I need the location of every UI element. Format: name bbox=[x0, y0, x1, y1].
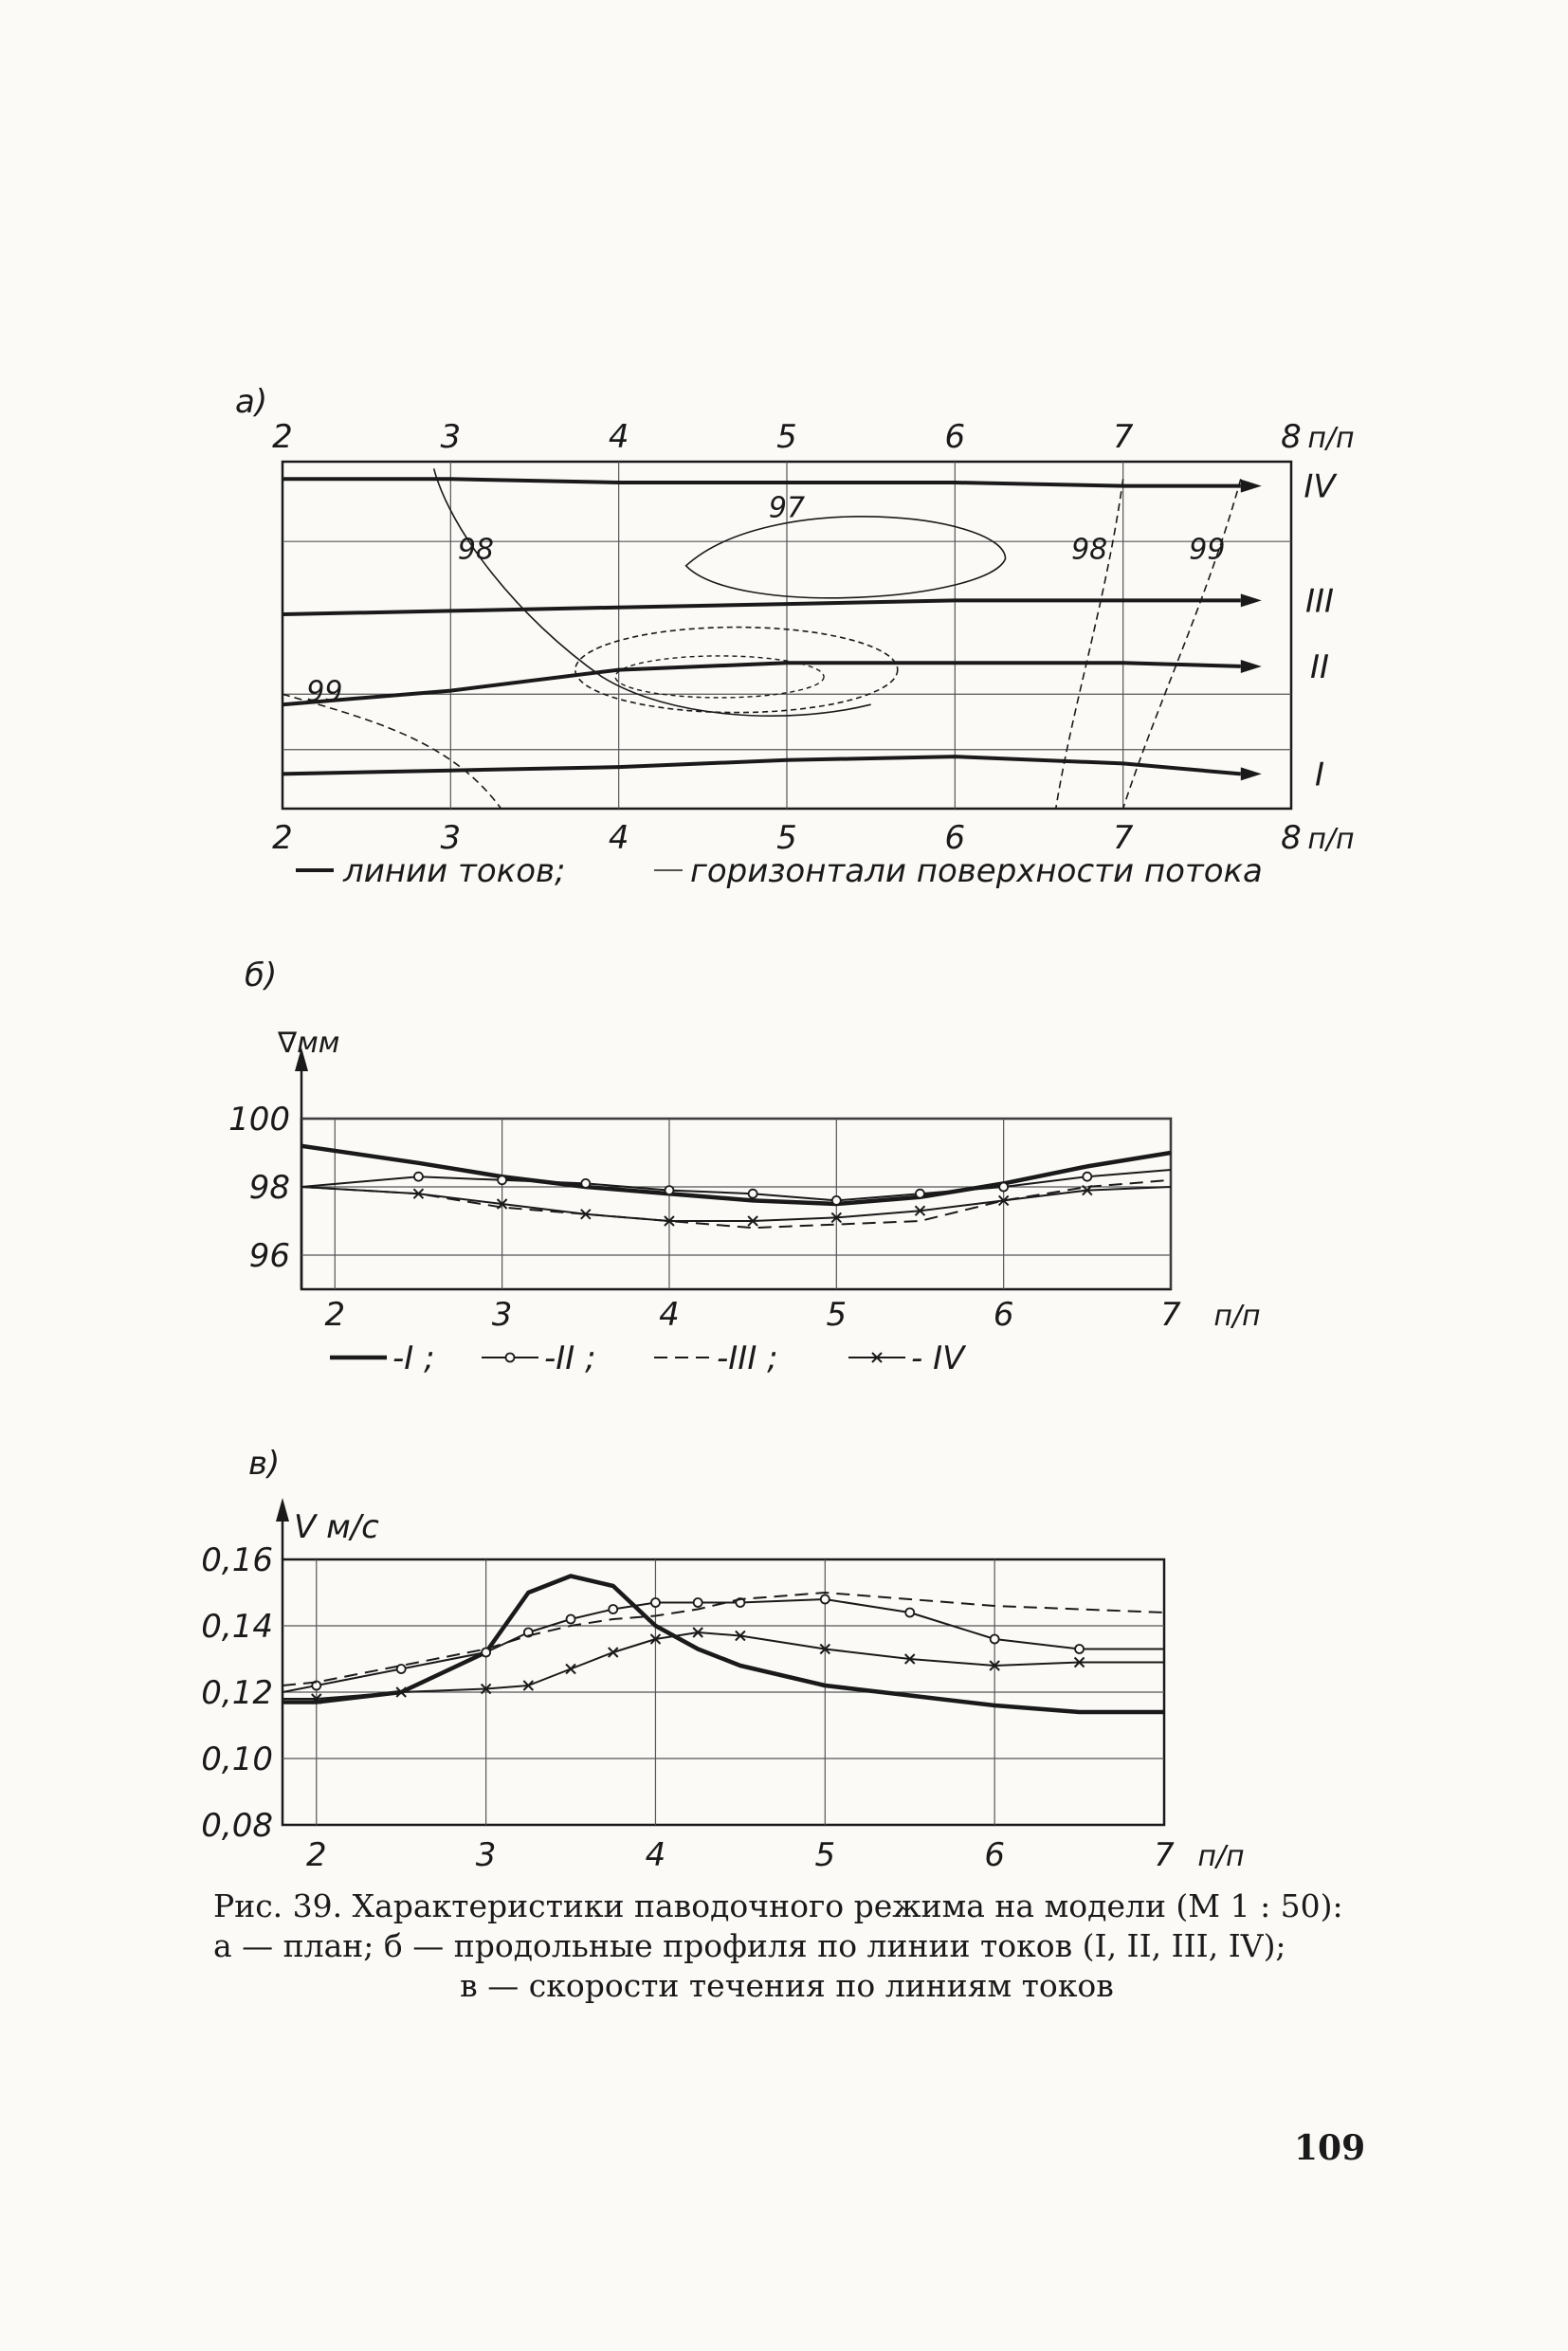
chart-v-point-II bbox=[694, 1598, 702, 1607]
chart-v-y-label: V м/с bbox=[294, 1508, 379, 1546]
chart-a-x-tick-top: 7 bbox=[1112, 418, 1134, 456]
chart-b-frame bbox=[301, 1119, 1171, 1289]
chart-a-eddy-core bbox=[615, 656, 824, 698]
chart-b-point-II bbox=[498, 1176, 506, 1184]
chart-v-series-II bbox=[283, 1599, 1164, 1692]
chart-v-x-tick: 7 bbox=[1154, 1836, 1175, 1874]
chart-a-x-tick-bottom: 5 bbox=[776, 819, 797, 857]
streamline-arrow-I bbox=[1241, 767, 1262, 780]
chart-v-y-tick: 0,16 bbox=[201, 1541, 273, 1579]
chart-a-x-tick-top: 6 bbox=[944, 418, 966, 456]
chart-a-x-tick-top: 4 bbox=[608, 418, 629, 456]
contour-line-98 bbox=[434, 468, 871, 716]
chart-b-point-II bbox=[916, 1190, 924, 1198]
chart-b bbox=[228, 957, 1261, 1377]
chart-b-x-tick: 5 bbox=[826, 1296, 848, 1334]
chart-b-legend-label-I: -I ; bbox=[392, 1340, 435, 1377]
streamline-label-III: III bbox=[1304, 582, 1335, 621]
streamline-arrow-III bbox=[1241, 593, 1262, 607]
chart-a-x-tick-bottom: 3 bbox=[440, 819, 462, 857]
chart-v-y-tick: 0,14 bbox=[201, 1608, 273, 1646]
chart-a-x-tick-top: 2 bbox=[272, 418, 293, 456]
contour-line-98 bbox=[1056, 479, 1123, 809]
chart-b-x-unit: п/п bbox=[1213, 1300, 1261, 1333]
chart-b-x-tick: 6 bbox=[993, 1296, 1014, 1334]
caption-line-2: а — план; б — продольные профиля по линии токов (I, II, III, IV); bbox=[213, 1927, 1286, 1964]
streamline-arrow-IV bbox=[1241, 480, 1262, 493]
chart-a-panel-label: а) bbox=[235, 383, 268, 421]
chart-v-x-tick: 4 bbox=[645, 1836, 666, 1874]
chart-b-legend-label-IV: - IV bbox=[911, 1340, 965, 1377]
chart-a-x-tick-top: 3 bbox=[440, 418, 462, 456]
chart-v-point-IV bbox=[566, 1665, 575, 1674]
chart-v-x-tick: 2 bbox=[305, 1836, 327, 1874]
chart-a-x-unit-top: п/п bbox=[1307, 422, 1355, 455]
chart-b-legend-label-III: -III ; bbox=[717, 1340, 778, 1377]
contour-label-98: 98 bbox=[1071, 533, 1108, 567]
chart-b-series-IV bbox=[301, 1187, 1171, 1221]
chart-v-point-IV bbox=[609, 1648, 618, 1657]
contour-line-97 bbox=[686, 517, 1006, 598]
streamline-III bbox=[283, 600, 1241, 614]
chart-b-point-II bbox=[581, 1179, 590, 1188]
chart-a-x-tick-top: 5 bbox=[776, 418, 797, 456]
chart-v-series-III bbox=[283, 1593, 1164, 1686]
chart-b-y-tick: 100 bbox=[228, 1101, 290, 1139]
chart-a-legend-contours: горизонтали поверхности потока bbox=[690, 852, 1263, 890]
streamline-II bbox=[283, 663, 1241, 704]
chart-a-x-tick-bottom: 4 bbox=[608, 819, 629, 857]
contour-label-97: 97 bbox=[768, 491, 806, 525]
caption-line-3: в — скорости течения по линиям токов bbox=[460, 1967, 1114, 2004]
contour-line-99 bbox=[283, 694, 501, 809]
chart-b-point-II bbox=[665, 1186, 673, 1194]
contour-label-99: 99 bbox=[306, 675, 343, 709]
chart-v-point-II bbox=[991, 1635, 999, 1644]
chart-a-x-unit-bottom: п/п bbox=[1307, 823, 1355, 856]
chart-a bbox=[235, 383, 1355, 890]
chart-b-y-tick: 98 bbox=[248, 1169, 290, 1207]
streamline-label-I: I bbox=[1314, 756, 1325, 794]
chart-b-point-II bbox=[832, 1196, 841, 1205]
chart-v bbox=[201, 1445, 1244, 1874]
streamline-label-II: II bbox=[1309, 647, 1330, 686]
chart-a-x-tick-bottom: 8 bbox=[1281, 819, 1302, 857]
chart-b-x-tick: 7 bbox=[1160, 1296, 1181, 1334]
chart-b-panel-label: б) bbox=[245, 957, 278, 994]
chart-v-point-II bbox=[482, 1649, 490, 1657]
chart-v-x-tick: 6 bbox=[984, 1836, 1005, 1874]
chart-b-legend-label-II: -II ; bbox=[544, 1340, 596, 1377]
figure-caption bbox=[213, 1886, 1360, 2006]
chart-v-y-tick: 0,08 bbox=[201, 1807, 273, 1845]
chart-v-y-tick: 0,10 bbox=[201, 1740, 273, 1778]
chart-b-y-label: ∇мм bbox=[278, 1027, 340, 1060]
chart-a-legend-streamlines: линии токов; bbox=[343, 852, 566, 890]
chart-v-panel-label: в) bbox=[248, 1445, 281, 1483]
chart-v-point-II bbox=[567, 1615, 575, 1624]
chart-v-point-II bbox=[651, 1598, 660, 1607]
page-number: 109 bbox=[1294, 2128, 1366, 2168]
chart-v-x-tick: 3 bbox=[475, 1836, 497, 1874]
contour-label-99: 99 bbox=[1189, 533, 1226, 567]
chart-a-x-tick-bottom: 7 bbox=[1112, 819, 1134, 857]
chart-b-y-tick: 96 bbox=[248, 1237, 290, 1275]
streamline-I bbox=[283, 756, 1241, 774]
chart-b-point-II bbox=[999, 1183, 1008, 1192]
chart-b-legend-marker-II bbox=[506, 1354, 515, 1362]
chart-b-point-II bbox=[1083, 1173, 1091, 1181]
chart-b-x-tick: 4 bbox=[659, 1296, 680, 1334]
chart-a-x-tick-bottom: 6 bbox=[944, 819, 966, 857]
chart-b-x-tick: 2 bbox=[324, 1296, 346, 1334]
streamline-label-IV: IV bbox=[1304, 467, 1336, 506]
chart-v-point-II bbox=[905, 1609, 914, 1617]
chart-v-x-tick: 5 bbox=[814, 1836, 836, 1874]
chart-v-point-II bbox=[1075, 1645, 1084, 1653]
chart-b-point-II bbox=[414, 1173, 423, 1181]
chart-a-x-tick-bottom: 2 bbox=[272, 819, 293, 857]
contour-label-98: 98 bbox=[457, 533, 495, 567]
chart-b-x-tick: 3 bbox=[491, 1296, 513, 1334]
chart-a-x-tick-top: 8 bbox=[1281, 418, 1302, 456]
chart-v-x-unit: п/п bbox=[1197, 1840, 1245, 1873]
streamline-IV bbox=[283, 479, 1241, 485]
streamline-arrow-II bbox=[1241, 660, 1262, 673]
chart-b-point-II bbox=[749, 1190, 757, 1198]
caption-line-1: Рис. 39. Характеристики паводочного режима на модели (М 1 : 50): bbox=[213, 1887, 1343, 1924]
chart-v-y-tick: 0,12 bbox=[201, 1674, 273, 1712]
chart-v-point-II bbox=[609, 1605, 617, 1613]
chart-v-y-arrow bbox=[276, 1498, 289, 1522]
contour-line-99 bbox=[1123, 479, 1241, 809]
chart-v-point-II bbox=[821, 1595, 830, 1604]
